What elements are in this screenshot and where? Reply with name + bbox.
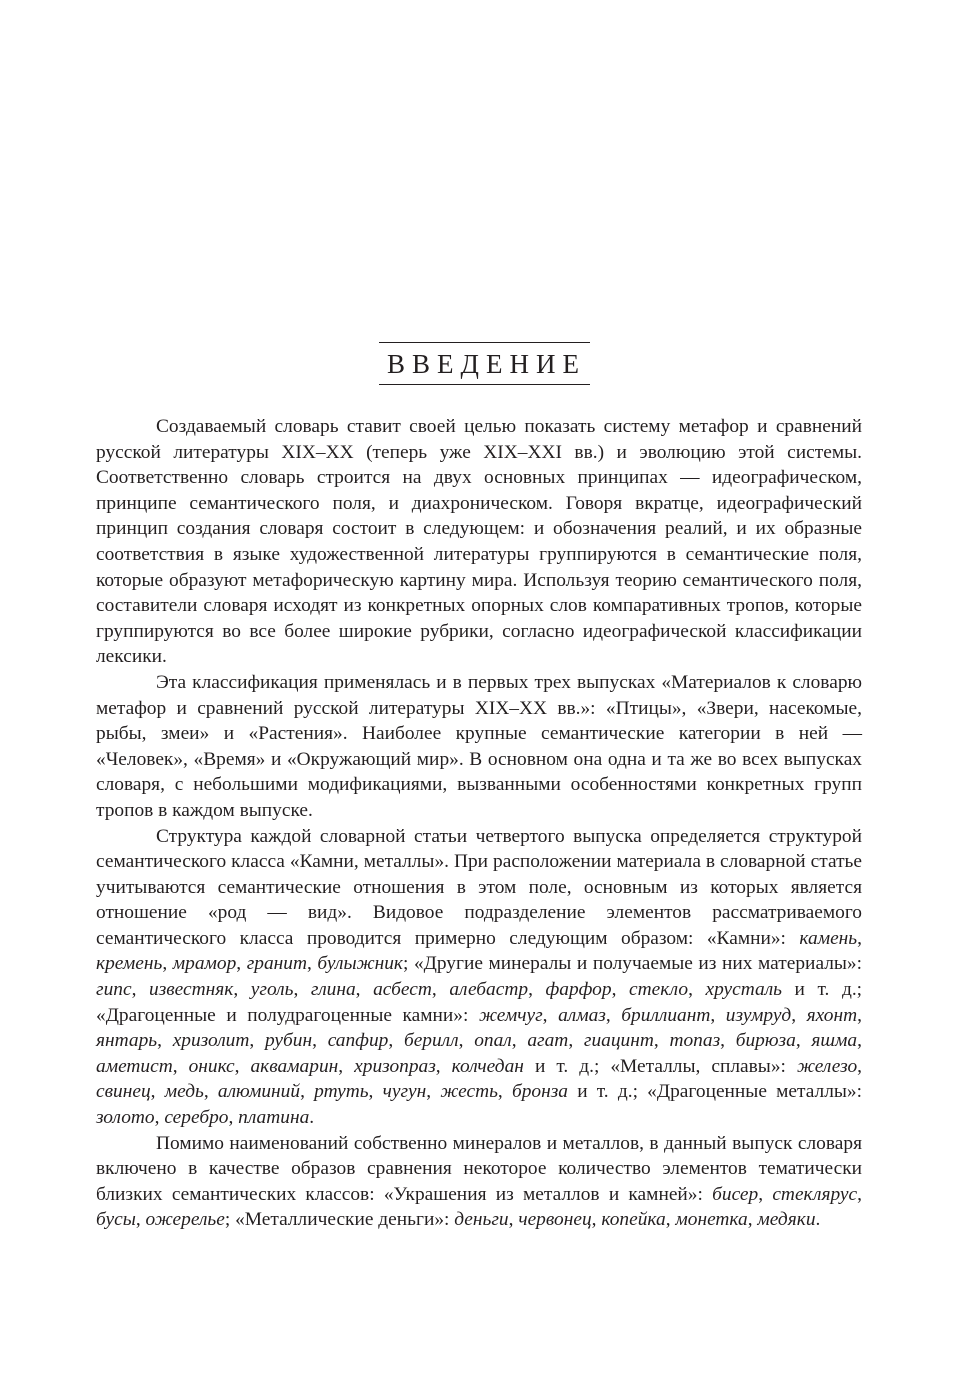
italic-term: аквамарин (250, 1055, 339, 1077)
italic-term: сапфир (327, 1030, 389, 1052)
text-run: , (710, 1004, 726, 1026)
text-run: , (857, 1004, 862, 1026)
body-text (96, 414, 862, 1233)
text-run: , (857, 1183, 862, 1205)
italic-term: янтарь (96, 1030, 158, 1052)
italic-term: бирюза (735, 1030, 796, 1052)
text-run: , (857, 927, 862, 949)
italic-term: червонец (518, 1209, 592, 1231)
text-run: и т. д.; «Драгоценные и полудрагоценные камни»: (96, 979, 863, 1026)
text-run: , (511, 1030, 528, 1052)
italic-term: бронза (511, 1081, 568, 1103)
text-run: , (368, 1081, 383, 1103)
text-run: , (458, 1030, 475, 1052)
text-run: , (542, 1004, 559, 1026)
italic-term: жемчуг (478, 1004, 543, 1026)
text-run: , (338, 1055, 355, 1077)
text-run: Структура каждой словарной статьи четвертого выпуска определяется структурой семантического класса «Камни, металлы». При расположении материала в словарной статье учитываются семантические отношения в этом поле, основным из которых является отношение «род — вид». Видовое подразделение элементов рассматриваемого семантического класса проводится примерно следующим образом: «Камни»: (96, 825, 862, 949)
text-run: , (228, 1107, 239, 1129)
text-run: . (815, 1209, 821, 1231)
text-run: , (591, 1209, 602, 1231)
text-run: , (203, 1081, 218, 1103)
italic-term: чугун (382, 1081, 427, 1103)
text-run: , (355, 979, 374, 1001)
text-run: , (306, 953, 318, 975)
italic-term: алебастр (449, 979, 529, 1001)
italic-term: известняк (149, 979, 234, 1001)
italic-term: алмаз (558, 1004, 606, 1026)
text-run: и т. д.; «Драгоценные металлы»: (568, 1081, 862, 1103)
italic-term: изумруд (725, 1004, 792, 1026)
text-run: , (435, 1055, 452, 1077)
italic-term: золото (96, 1107, 155, 1129)
italic-term: деньги (454, 1209, 509, 1231)
text-run: , (791, 1004, 807, 1026)
text-run: , (300, 1081, 315, 1103)
text-run: Эта классификация применялась и в первых трех выпусках «Материалов к словарю метафор и сравнений русской литературы XIX–XX вв.»: «Птицы», «Звери, насекомые, рыбы, змеи» и «Растения». Наиболее крупные семантические категории в ней — «Человек», «Время» и «Окружающий мир». В основном она одна и та же во всех выпусках словаря, с небольшими модификациями, вызванными особенностями конкретных групп тропов в каждом выпуске. (96, 671, 862, 821)
text-run: , (293, 979, 311, 1001)
text-run: , (758, 1183, 773, 1205)
italic-term: агат (527, 1030, 569, 1052)
text-run: , (162, 953, 173, 975)
text-run: , (426, 1081, 441, 1103)
text-run: , (747, 1209, 758, 1231)
text-run: , (795, 1030, 812, 1052)
italic-term: жесть (440, 1081, 498, 1103)
italic-term: железо (796, 1055, 858, 1077)
italic-term: гипс (96, 979, 132, 1001)
text-run: , (172, 1055, 189, 1077)
italic-term: бриллиант (621, 1004, 711, 1026)
italic-term: платина (238, 1107, 310, 1129)
italic-term: медяки (757, 1209, 816, 1231)
text-run: , (233, 979, 251, 1001)
text-run: , (857, 1030, 862, 1052)
paragraph-4 (96, 1131, 862, 1233)
heading-container (0, 324, 969, 403)
text-run: , (135, 1209, 146, 1231)
italic-term: свинец (96, 1081, 151, 1103)
text-run: , (720, 1030, 736, 1052)
italic-term: булыжник (317, 953, 403, 975)
text-run: , (236, 953, 247, 975)
italic-term: бусы (96, 1209, 136, 1231)
italic-term: стекло (629, 979, 689, 1001)
text-run: Помимо наименований собственно минералов и металлов, в данный выпуск словаря включено в качестве образов сравнения некоторое количество элементов тематически близких семантических классов: «Украшения из металлов и камней»: (96, 1132, 862, 1205)
italic-term: аметист (96, 1055, 173, 1077)
italic-term: фарфор (545, 979, 612, 1001)
italic-term: оникс (188, 1055, 235, 1077)
text-run: , (431, 979, 450, 1001)
italic-term: бисер (712, 1183, 759, 1205)
italic-term: гиацинт (583, 1030, 654, 1052)
italic-term: опал (474, 1030, 512, 1052)
text-run: , (154, 1107, 165, 1129)
italic-term: яхонт (806, 1004, 858, 1026)
text-run: , (150, 1081, 165, 1103)
text-run: ; «Другие минералы и получаемые из них материалы»: (403, 953, 863, 975)
text-run: Создаваемый словарь ставит своей целью показать систему метафор и сравнений русской литературы XIX–XX (теперь уже XIX–XXI вв.) и эволюцию этой системы. Соответственно словарь строится на двух основных принципах — идеографическом, принципе семантического поля, и диахроническом. Говоря вкратце, идеографический принцип создания словаря состоит в следующем: и обозначения реалий, и их образные соответствия в языке художественной литературы группируются в семантические поля, которые образуют метафорическую картину мира. Используя теорию семантического поля, составители словаря исходят из конкретных опорных слов компаративных тропов, которые группируются во все более широкие рубрики, согласно идеографической классификации лексики. (96, 416, 862, 668)
italic-term: берилл (403, 1030, 459, 1052)
page-title: ВВЕДЕНИЕ (379, 342, 590, 385)
italic-term: мрамор (172, 953, 237, 975)
italic-term: копейка (601, 1209, 666, 1231)
text-run: , (605, 1004, 622, 1026)
text-run: , (497, 1081, 512, 1103)
italic-term: асбест (373, 979, 432, 1001)
text-run: , (528, 979, 546, 1001)
text-run: , (388, 1030, 404, 1052)
text-run: . (309, 1107, 315, 1129)
text-run: , (234, 1055, 251, 1077)
italic-term: камень (799, 927, 858, 949)
italic-term: кремень (96, 953, 163, 975)
text-run: , (508, 1209, 519, 1231)
italic-term: топаз (669, 1030, 721, 1052)
italic-term: ртуть (314, 1081, 369, 1103)
text-run: , (157, 1030, 173, 1052)
italic-term: яшма (811, 1030, 858, 1052)
text-run: ; «Металлические деньги»: (224, 1209, 455, 1231)
italic-term: медь (164, 1081, 204, 1103)
italic-term: алюминий (217, 1081, 301, 1103)
text-run: , (611, 979, 629, 1001)
italic-term: серебро (164, 1107, 229, 1129)
italic-term: колчедан (451, 1055, 524, 1077)
text-run: , (665, 1209, 676, 1231)
italic-term: стеклярус (772, 1183, 858, 1205)
italic-term: ожерелье (145, 1209, 225, 1231)
italic-term: монетка (675, 1209, 748, 1231)
text-run: , (312, 1030, 328, 1052)
italic-term: хризолит (172, 1030, 250, 1052)
italic-term: хризопраз (354, 1055, 436, 1077)
text-run: , (249, 1030, 265, 1052)
text-run: , (653, 1030, 670, 1052)
italic-term: глина (310, 979, 356, 1001)
paragraph-2 (96, 670, 862, 824)
italic-term: гранит (246, 953, 307, 975)
paragraph-1 (96, 414, 862, 670)
paragraph-3 (96, 824, 862, 1131)
italic-term: хрусталь (705, 979, 782, 1001)
italic-term: рубин (264, 1030, 313, 1052)
text-run: , (857, 1055, 862, 1077)
text-run: , (688, 979, 706, 1001)
italic-term: уголь (250, 979, 294, 1001)
text-run: , (131, 979, 149, 1001)
text-run: , (568, 1030, 584, 1052)
text-run: и т. д.; «Металлы, сплавы»: (523, 1055, 797, 1077)
